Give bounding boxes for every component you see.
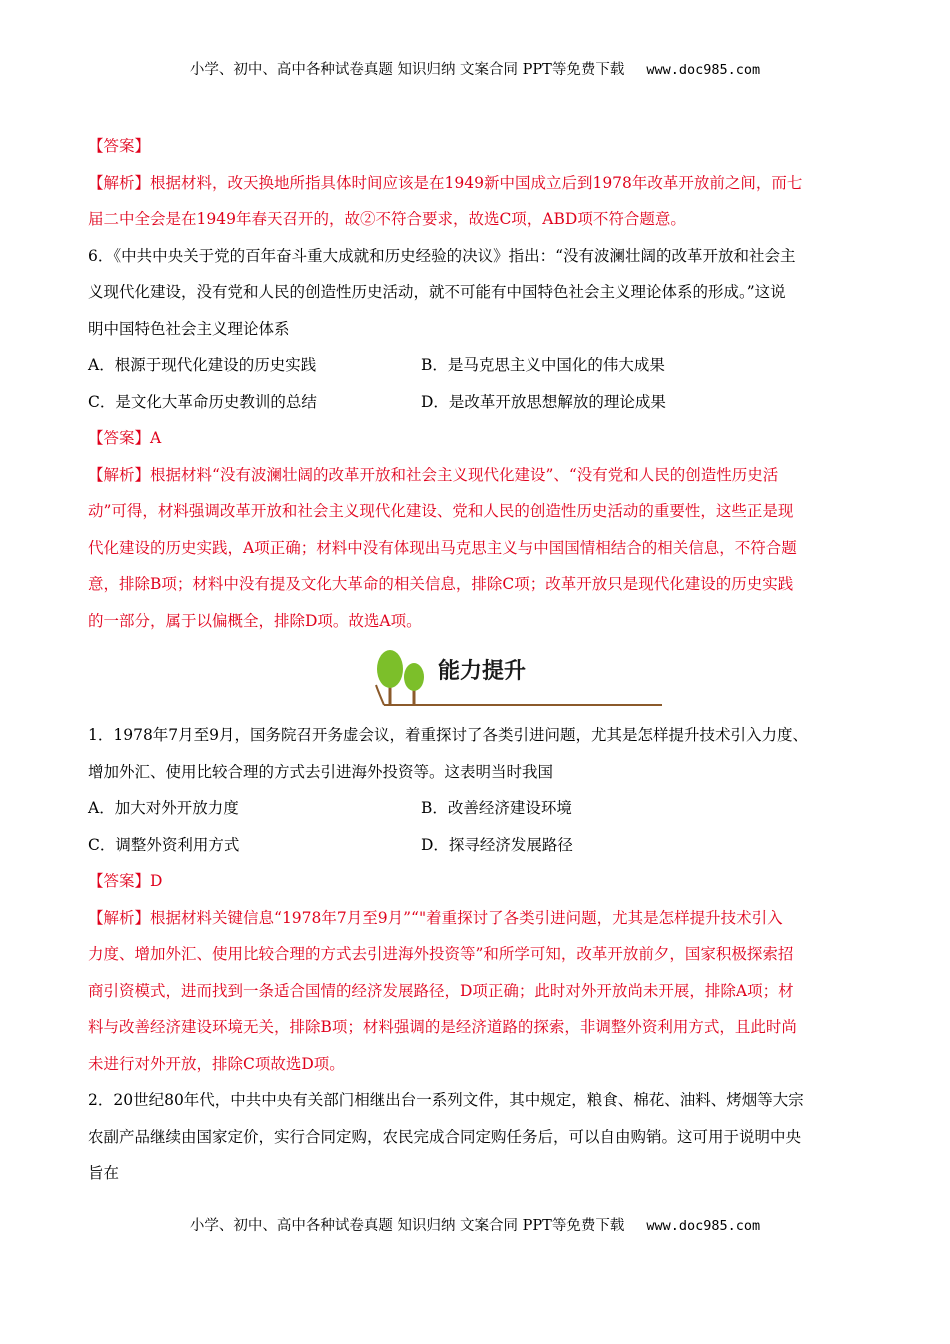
q6-option-d: D．是改革开放思想解放的理论成果 <box>421 392 666 411</box>
p1-option-a: A．加大对外开放力度 <box>88 799 239 817</box>
p1-analysis: 【解析】根据材料关键信息“1978年7月至9月”“"着重探讨了各类引进问题，尤其是怎样提升技术引入 <box>88 908 783 927</box>
q6-stem-cont: 明中国特色社会主义理论体系 <box>88 319 290 338</box>
p1-analysis-cont: 未进行对外开放，排除C项故选D项。 <box>88 1054 345 1073</box>
q6-answer: 【答案】A <box>88 429 162 447</box>
q6-option-b: B．是马克思主义中国化的伟大成果 <box>421 356 665 374</box>
q6-analysis-cont: 代化建设的历史实践，A项正确；材料中没有体现出马克思主义与中国国情相结合的相关信息，不符合题 <box>88 538 797 557</box>
q6-analysis: 【解析】根据材料“没有波澜壮阔的改革开放和社会主义现代化建设”、“没有党和人民的创造性历史活 <box>88 465 779 484</box>
p1-answer: 【答案】D <box>88 872 163 890</box>
p1-option-c: C．调整外资利用方式 <box>88 835 240 854</box>
p1-stem-cont: 增加外汇、使用比较合理的方式去引进海外投资等。这表明当时我国 <box>88 762 554 781</box>
p1-option-b: B．改善经济建设环境 <box>421 799 572 817</box>
q5-answer: 【答案】 <box>88 137 151 155</box>
q6-analysis-cont: 动”可得，材料强调改革开放和社会主义现代化建设、党和人民的创造性历史活动的重要性，这些正是现 <box>88 502 794 520</box>
q6-option-a: A．根源于现代化建设的历史实践 <box>88 356 317 374</box>
footer-url[interactable]: www.doc985.com <box>646 1218 761 1234</box>
p1-option-d: D．探寻经济发展路径 <box>421 835 573 854</box>
p2-stem: 2．20世纪80年代，中共中央有关部门相继出台一系列文件，其中规定，粮食、棉花、油料、烤烟等大宗 <box>88 1091 804 1109</box>
p2-stem-cont: 农副产品继续由国家定价，实行合同定购，农民完成合同定购任务后，可以自由购销。这可用于说明中央 <box>88 1127 802 1146</box>
p2-stem-cont: 旨在 <box>88 1164 120 1182</box>
p1-analysis-cont: 料与改善经济建设环境无关，排除B项；材料强调的是经济道路的探索，非调整外资利用方式，且此时尚 <box>88 1018 797 1036</box>
q6-analysis-cont: 意，排除B项；材料中没有提及文化大革命的相关信息，排除C项；改革开放只是现代化建设的历史实践 <box>88 575 794 593</box>
section-banner <box>88 645 866 717</box>
q6-stem: 6．《中共中央关于党的百年奋斗重大成就和历史经验的决议》指出：“没有波澜壮阔的改革开放和社会主 <box>88 246 796 265</box>
page-header <box>0 58 950 79</box>
q5-analysis: 【解析】根据材料，改天换地所指具体时间应该是在1949新中国成立后到1978年改革开放前之间，而七 <box>88 173 803 192</box>
p1-stem: 1．1978年7月至9月，国务院召开务虚会议，着重探讨了各类引进问题，尤其是怎样提升技术引入力度、 <box>88 726 809 744</box>
footer-text: 小学、初中、高中各种试卷真题 知识归纳 文案合同 PPT等免费下载 <box>189 1218 625 1234</box>
q5-analysis-cont: 届二中全会是在1949年春天召开的，故②不符合要求，故选C项，ABD项不符合题意。 <box>88 210 686 228</box>
section-title: 能力提升 <box>438 659 527 684</box>
header-url[interactable]: www.doc985.com <box>646 62 761 78</box>
q6-option-c: C．是文化大革命历史教训的总结 <box>88 392 317 411</box>
p1-options-row <box>88 790 866 827</box>
p1-analysis-cont: 力度、增加外汇、使用比较合理的方式去引进海外投资等”和所学可知，改革开放前夕，国家积极探索招 <box>88 945 794 963</box>
p1-analysis-cont: 商引资模式，进而找到一条适合国情的经济发展路径，D项正确；此时对外开放尚未开展，排除A项；材 <box>88 981 794 1000</box>
header-text: 小学、初中、高中各种试卷真题 知识归纳 文案合同 PPT等免费下载 <box>189 62 625 78</box>
p1-options-row <box>88 827 866 864</box>
q6-options-row <box>88 347 866 384</box>
q6-stem-cont: 义现代化建设，没有党和人民的创造性历史活动，就不可能有中国特色社会主义理论体系的形成。”这说 <box>88 283 786 301</box>
q6-options-row <box>88 384 866 421</box>
document-body <box>88 128 866 1192</box>
q6-analysis-cont: 的一部分，属于以偏概全，排除D项。故选A项。 <box>88 611 422 630</box>
page-footer <box>0 1214 950 1235</box>
